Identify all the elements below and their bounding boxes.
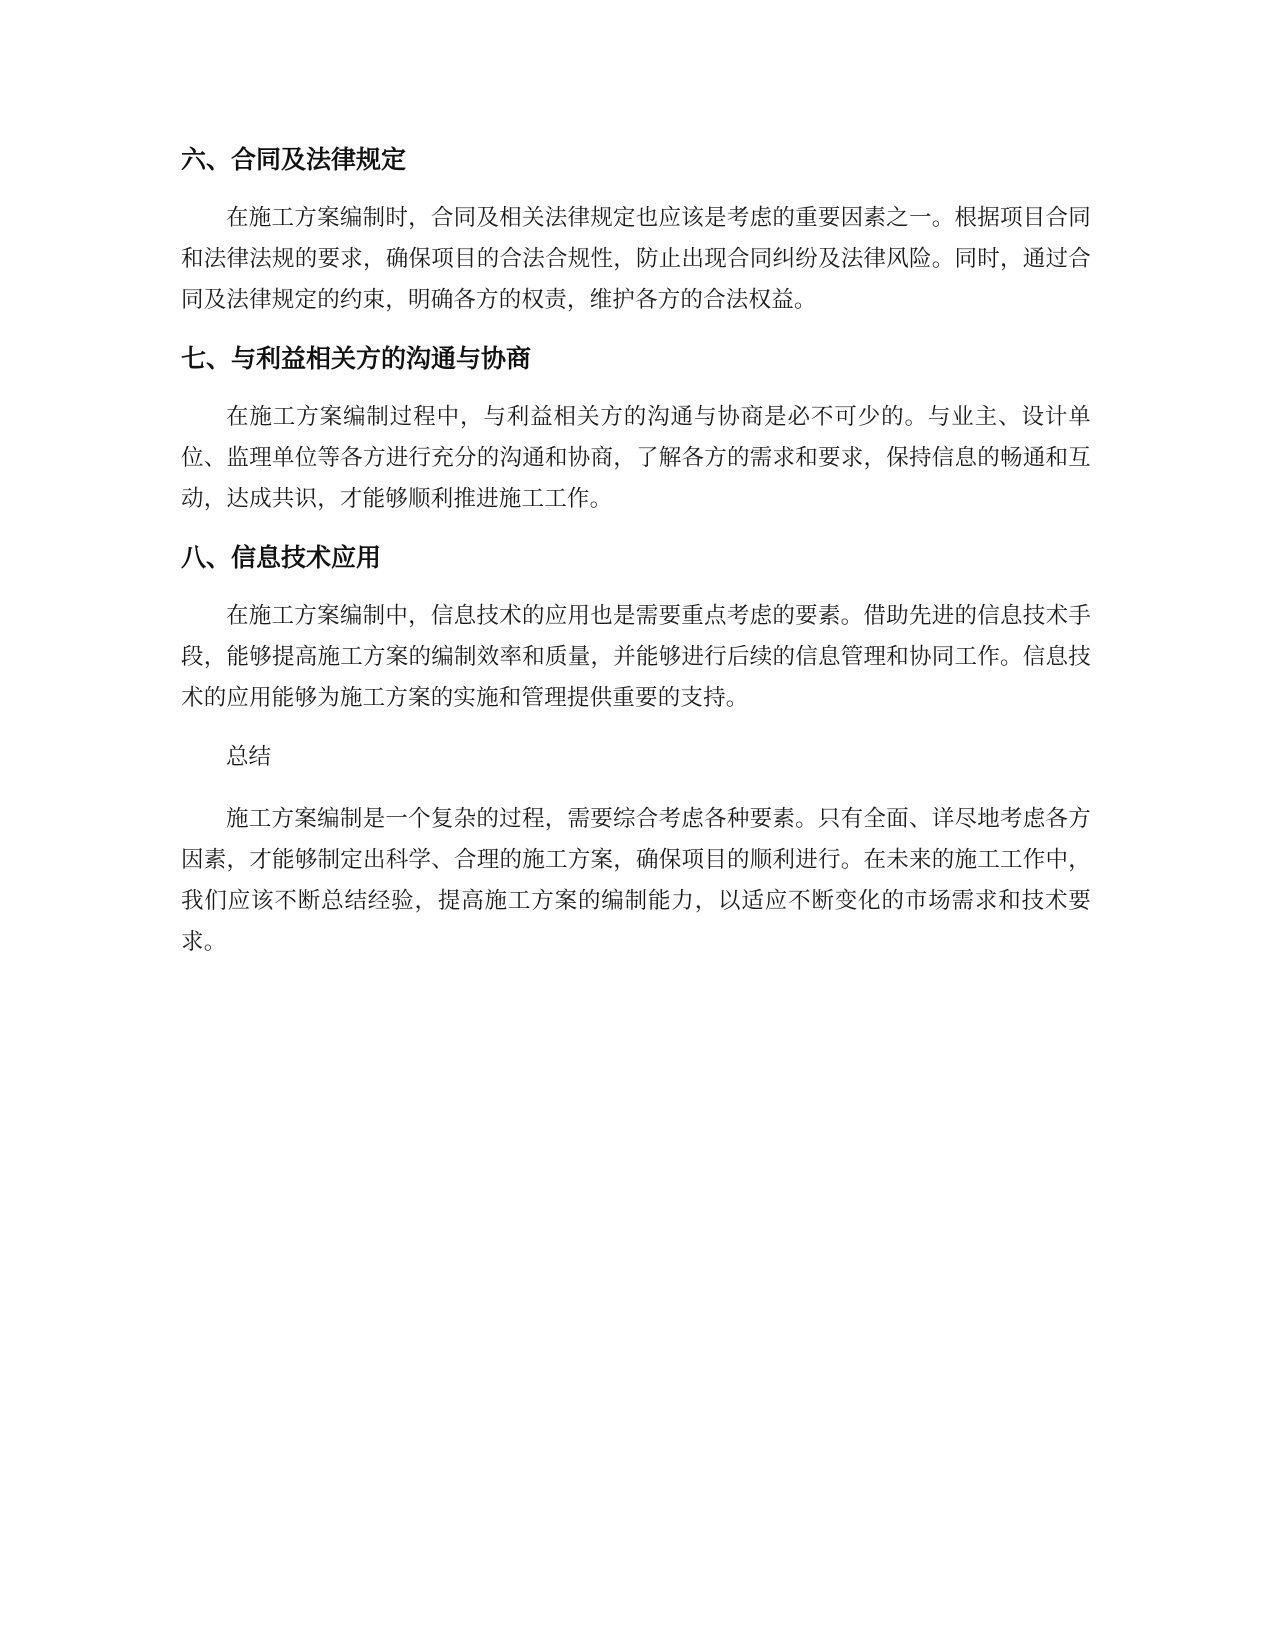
section-paragraph: 在施工方案编制中，信息技术的应用也是需要重点考虑的要素。借助先进的信息技术手段，能够提高施工方案的编制效率和质量，并能够进行后续的信息管理和协同工作。信息技术的应用能够为施工方案的实施和管理提供重要的支持。 xyxy=(181,603,1091,711)
section-heading: 七、与利益相关方的沟通与协商 xyxy=(181,344,532,373)
section-summary xyxy=(181,737,1091,963)
section-contract-law xyxy=(181,140,1091,321)
section-information-technology xyxy=(181,538,1091,719)
summary-paragraph: 施工方案编制是一个复杂的过程，需要综合考虑各种要素。只有全面、详尽地考虑各方因素，才能够制定出科学、合理的施工方案，确保项目的顺利进行。在未来的施工工作中，我们应该不断总结经验，提高施工方案的编制能力，以适应不断变化的市场需求和技术要求。 xyxy=(181,806,1091,955)
summary-label: 总结 xyxy=(226,744,272,770)
section-heading: 八、信息技术应用 xyxy=(181,543,382,572)
section-stakeholder-communication xyxy=(181,339,1091,520)
document-page xyxy=(181,140,1091,981)
section-heading: 六、合同及法律规定 xyxy=(181,145,407,174)
section-paragraph: 在施工方案编制过程中，与利益相关方的沟通与协商是必不可少的。与业主、设计单位、监理单位等各方进行充分的沟通和协商，了解各方的需求和要求，保持信息的畅通和互动，达成共识，才能够顺利推进施工工作。 xyxy=(181,404,1091,512)
section-paragraph: 在施工方案编制时，合同及相关法律规定也应该是考虑的重要因素之一。根据项目合同和法律法规的要求，确保项目的合法合规性，防止出现合同纠纷及法律风险。同时，通过合同及法律规定的约束，明确各方的权责，维护各方的合法权益。 xyxy=(181,205,1091,313)
